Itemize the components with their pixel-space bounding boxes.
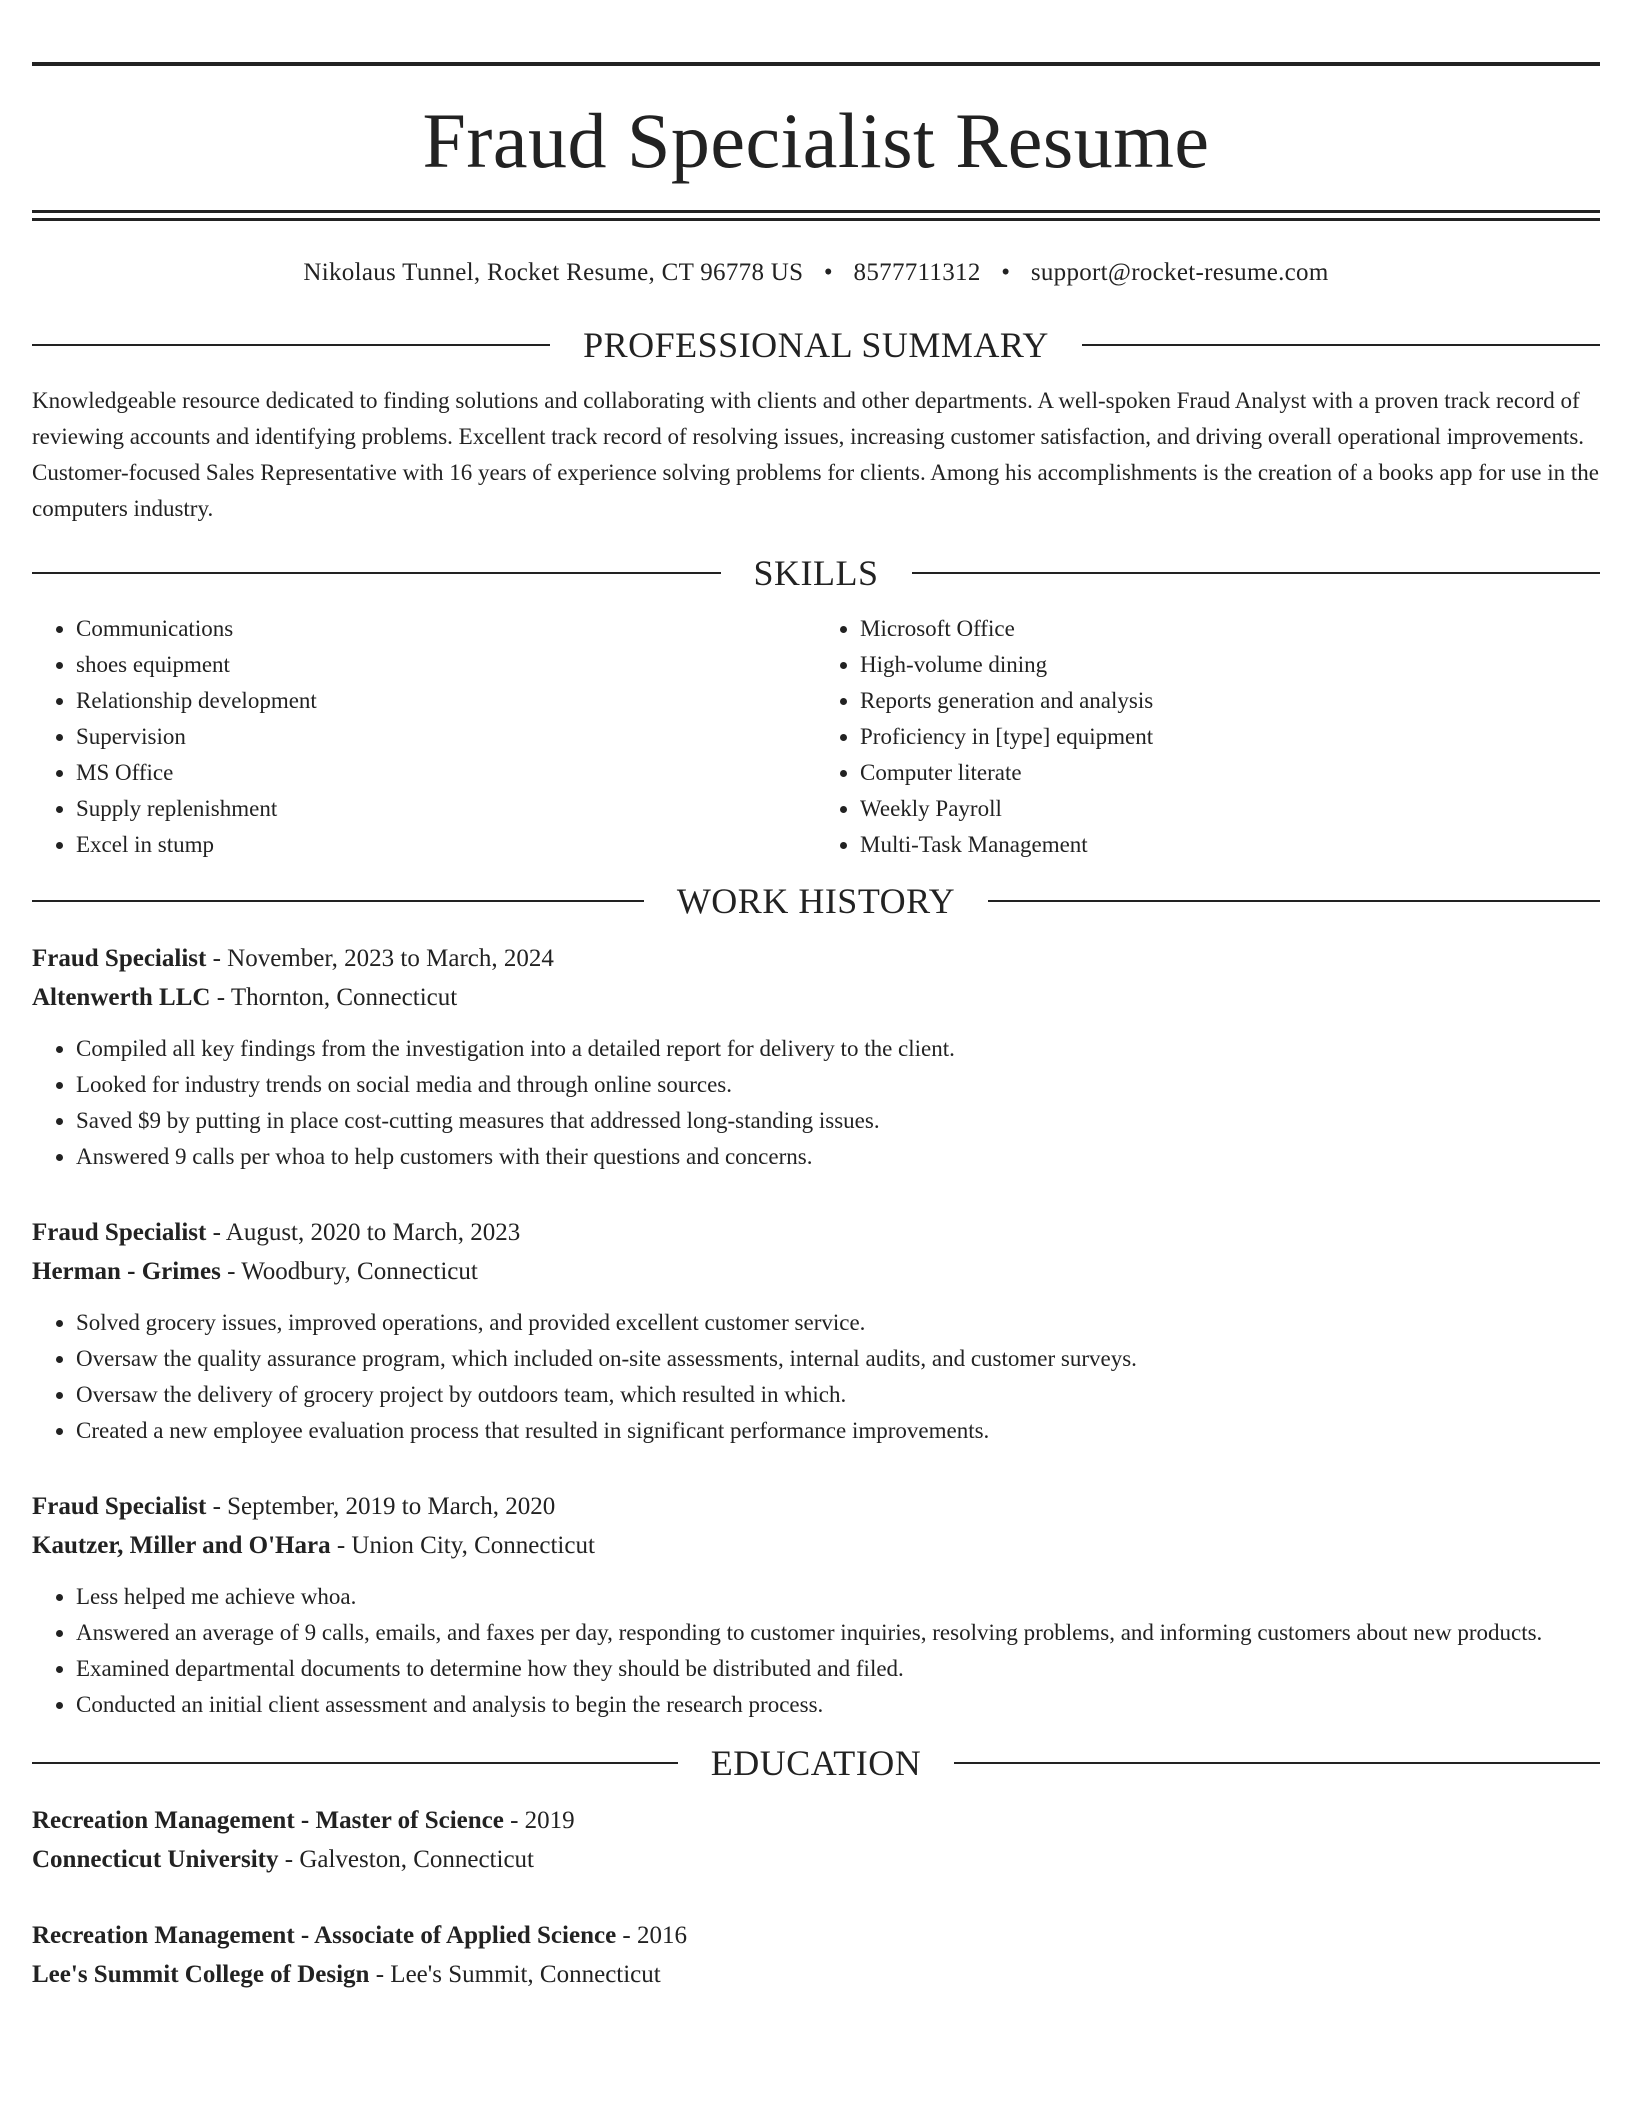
contact-separator: • xyxy=(823,259,833,286)
page-title: Fraud Specialist Resume xyxy=(422,97,1210,184)
skills-column-right xyxy=(816,611,1600,863)
heading-rule-right xyxy=(1082,344,1600,346)
job-bullet: • Answered 9 calls per whoa to help customers with their questions and concerns. xyxy=(76,1139,1600,1175)
section-title: EDUCATION xyxy=(710,1743,922,1783)
job-bullet: • Solved grocery issues, improved operations, and provided excellent customer service. xyxy=(76,1305,1600,1341)
top-rule xyxy=(32,62,1600,66)
skill-item: • shoes equipment xyxy=(76,647,816,683)
skill-item: • High-volume dining xyxy=(860,647,1600,683)
job-company-line xyxy=(32,1252,1600,1291)
job-bullets xyxy=(32,1579,1600,1723)
job-bullet: • Less helped me achieve whoa. xyxy=(76,1579,1600,1615)
education-location: - Galveston, Connecticut xyxy=(278,1846,534,1873)
job-dates: - August, 2020 to March, 2023 xyxy=(206,1219,521,1246)
heading-rule-left xyxy=(32,344,550,346)
education-degree: Recreation Management - Associate of Applied Science xyxy=(32,1922,617,1949)
job-entry xyxy=(32,1213,1600,1449)
skills-list xyxy=(32,611,1600,863)
education-entry xyxy=(32,1801,1600,1879)
education-degree-line xyxy=(32,1916,1600,1955)
job-location: - Thornton, Connecticut xyxy=(210,984,458,1011)
job-bullet: • Saved $9 by putting in place cost-cutting measures that addressed long-standing issues. xyxy=(76,1103,1600,1139)
job-bullets xyxy=(32,1305,1600,1449)
job-bullet: • Examined departmental documents to determine how they should be distributed and filed. xyxy=(76,1651,1600,1687)
title-double-rule xyxy=(32,210,1600,221)
heading-rule-right xyxy=(988,900,1600,902)
skill-item: • Excel in stump xyxy=(76,827,816,863)
skill-item: • Microsoft Office xyxy=(860,611,1600,647)
section-heading-summary xyxy=(32,327,1600,363)
job-title: Fraud Specialist xyxy=(32,1219,207,1246)
skill-item: • Communications xyxy=(76,611,816,647)
job-bullet: • Created a new employee evaluation process that resulted in significant performance improvements. xyxy=(76,1413,1600,1449)
job-bullet: • Compiled all key findings from the investigation into a detailed report for delivery to the client. xyxy=(76,1031,1600,1067)
contact-address: Nikolaus Tunnel, Rocket Resume, CT 96778 US xyxy=(303,259,804,286)
skill-item: • MS Office xyxy=(76,755,816,791)
job-location: - Union City, Connecticut xyxy=(330,1532,595,1559)
education-location: - Lee's Summit, Connecticut xyxy=(369,1961,661,1988)
skill-item: • Reports generation and analysis xyxy=(860,683,1600,719)
section-heading-skills xyxy=(32,555,1600,591)
section-title: WORK HISTORY xyxy=(676,881,956,921)
education-year: - 2016 xyxy=(616,1922,687,1949)
job-company: Kautzer, Miller and O'Hara xyxy=(32,1532,331,1559)
heading-rule-left xyxy=(32,1762,678,1764)
skill-item: • Supervision xyxy=(76,719,816,755)
job-company: Altenwerth LLC xyxy=(32,984,211,1011)
education-year: - 2019 xyxy=(503,1807,575,1834)
contact-line xyxy=(32,259,1600,287)
job-bullets xyxy=(32,1031,1600,1175)
heading-rule-left xyxy=(32,572,721,574)
skill-item: • Proficiency in [type] equipment xyxy=(860,719,1600,755)
job-location: - Woodbury, Connecticut xyxy=(220,1258,478,1285)
skill-item: • Weekly Payroll xyxy=(860,791,1600,827)
job-company-line xyxy=(32,978,1600,1017)
section-heading-work xyxy=(32,883,1600,919)
skill-item: • Relationship development xyxy=(76,683,816,719)
education-school-line xyxy=(32,1840,1600,1879)
contact-email: support@rocket-resume.com xyxy=(1030,259,1329,286)
job-bullet: • Answered an average of 9 calls, emails, and faxes per day, responding to customer inquiries, resolving problems, and informing customers about new products. xyxy=(76,1615,1600,1651)
job-bullet: • Oversaw the delivery of grocery project by outdoors team, which resulted in which. xyxy=(76,1377,1600,1413)
heading-rule-left xyxy=(32,900,644,902)
skill-item: • Computer literate xyxy=(860,755,1600,791)
skill-item: • Multi-Task Management xyxy=(860,827,1600,863)
job-title-line xyxy=(32,1213,1600,1252)
heading-rule-right xyxy=(912,572,1601,574)
job-bullet: • Looked for industry trends on social media and through online sources. xyxy=(76,1067,1600,1103)
education-school: Connecticut University xyxy=(32,1846,279,1873)
resume-page xyxy=(32,0,1600,1994)
contact-separator: • xyxy=(1001,259,1011,286)
education-entry xyxy=(32,1916,1600,1994)
job-title: Fraud Specialist xyxy=(32,1493,207,1520)
job-bullet: • Oversaw the quality assurance program, which included on-site assessments, internal audits, and customer surveys. xyxy=(76,1341,1600,1377)
job-company: Herman - Grimes xyxy=(32,1258,221,1285)
heading-rule-right xyxy=(954,1762,1600,1764)
contact-phone: 8577711312 xyxy=(853,259,981,286)
job-dates: - November, 2023 to March, 2024 xyxy=(206,945,554,972)
job-bullet: • Conducted an initial client assessment and analysis to begin the research process. xyxy=(76,1687,1600,1723)
job-company-line xyxy=(32,1526,1600,1565)
job-title: Fraud Specialist xyxy=(32,945,207,972)
skills-column-left xyxy=(32,611,816,863)
job-dates: - September, 2019 to March, 2020 xyxy=(206,1493,556,1520)
job-title-line xyxy=(32,1487,1600,1526)
job-entry xyxy=(32,939,1600,1175)
skill-item: • Supply replenishment xyxy=(76,791,816,827)
summary-paragraph: Knowledgeable resource dedicated to finding solutions and collaborating with clients and other departments. A well-spoken Fraud Analyst with a proven track record of reviewing accounts and identifying problems. Excellent track record of resolving issues, increasing customer satisfaction, and driving overall operational improvements. Customer-focused Sales Representative with 16 years of experience solving problems for clients. Among his accomplishments is the creation of a books app for use in the computers industry. xyxy=(32,388,1599,521)
section-title: SKILLS xyxy=(753,553,879,593)
job-entry xyxy=(32,1487,1600,1723)
section-title: PROFESSIONAL SUMMARY xyxy=(583,325,1049,365)
education-school: Lee's Summit College of Design xyxy=(32,1961,370,1988)
section-heading-education xyxy=(32,1745,1600,1781)
education-degree: Recreation Management - Master of Science xyxy=(32,1807,504,1834)
job-title-line xyxy=(32,939,1600,978)
education-school-line xyxy=(32,1955,1600,1994)
education-degree-line xyxy=(32,1801,1600,1840)
